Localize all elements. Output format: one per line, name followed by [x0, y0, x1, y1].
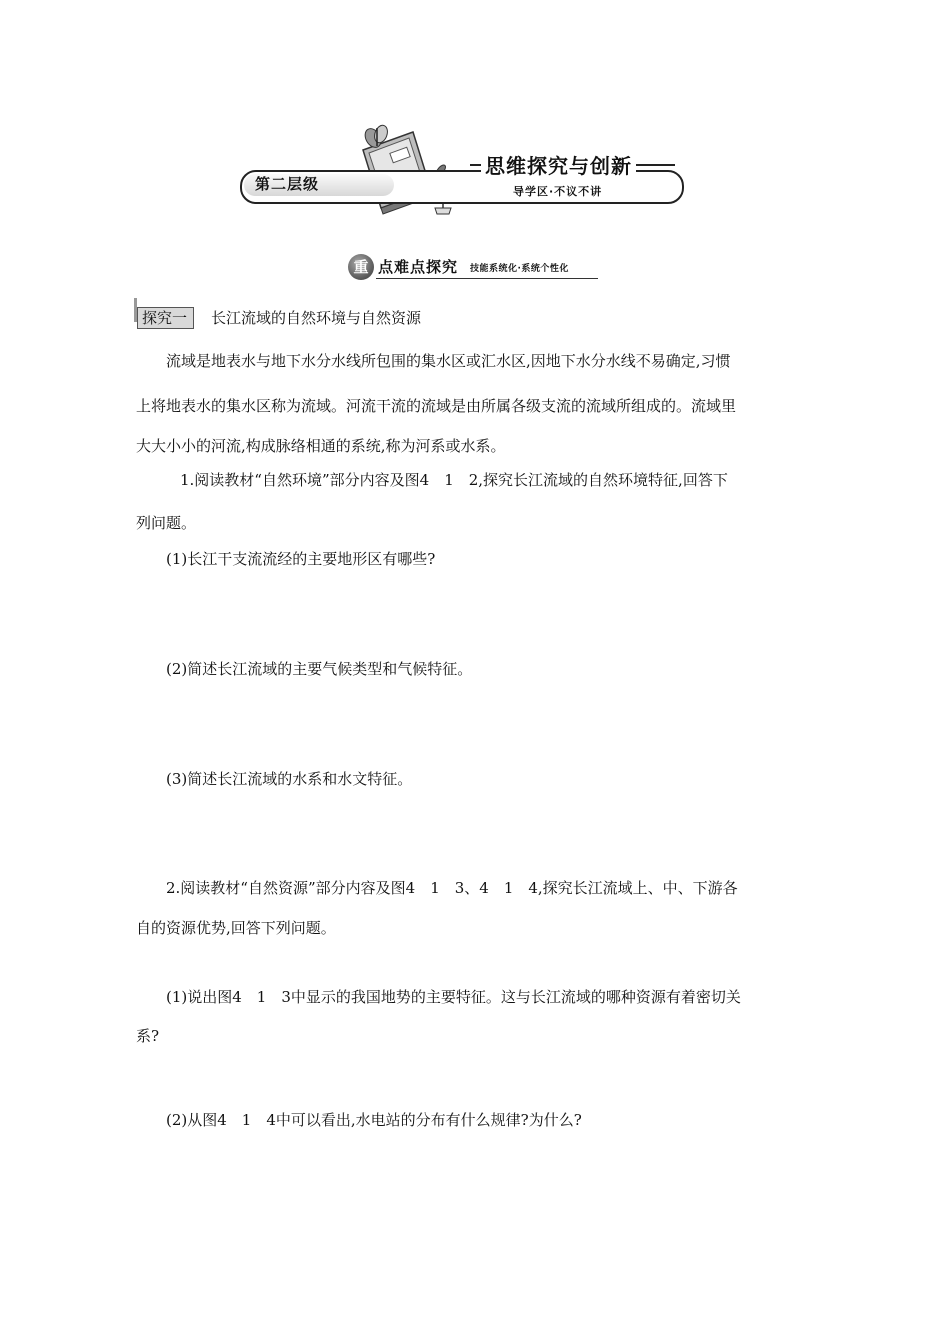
probe-label: 探究一: [137, 307, 194, 329]
banner-title: 思维探究与创新: [481, 150, 636, 179]
seal-icon: 重: [348, 254, 374, 280]
header-banner: [235, 120, 685, 215]
section-title: 点难点探究: [378, 258, 459, 276]
sub-question: (1)说出图4 1 3中显示的我国地势的主要特征。这与长江流域的哪种资源有着密切关: [166, 988, 741, 1006]
level-label: 第二层级: [255, 175, 320, 193]
question-text: 列问题。: [136, 514, 197, 532]
sub-question: 系?: [136, 1027, 160, 1045]
section-subtitle: 技能系统化·系统个性化: [470, 264, 569, 274]
sub-question: (3)简述长江流域的水系和水文特征。: [166, 770, 413, 788]
question-text: 1.阅读教材“自然环境”部分内容及图4 1 2,探究长江流域的自然环境特征,回答下: [180, 471, 728, 489]
sub-question: (1)长江干支流流经的主要地形区有哪些?: [166, 550, 436, 568]
paragraph-line: 流域是地表水与地下水分水线所包围的集水区或汇水区,因地下水分水线不易确定,习惯: [166, 352, 731, 370]
question-text: 自的资源优势,回答下列问题。: [136, 919, 336, 937]
paragraph-line: 上将地表水的集水区称为流域。河流干流的流域是由所属各级支流的流域所组成的。流域里: [136, 397, 737, 415]
question-text: 2.阅读教材“自然资源”部分内容及图4 1 3、4 1 4,探究长江流域上、中、下游各: [166, 879, 738, 897]
paragraph-line: 大大小小的河流,构成脉络相通的系统,称为河系或水系。: [136, 437, 506, 455]
section-rule: [376, 278, 598, 279]
sub-question: (2)从图4 1 4中可以看出,水电站的分布有什么规律?为什么?: [166, 1111, 582, 1129]
probe-title: 长江流域的自然环境与自然资源: [211, 309, 422, 327]
banner-subtitle: 导学区·不议不讲: [513, 185, 603, 198]
section-tag: [348, 252, 598, 284]
sub-question: (2)简述长江流域的主要气候类型和气候特征。: [166, 660, 473, 678]
